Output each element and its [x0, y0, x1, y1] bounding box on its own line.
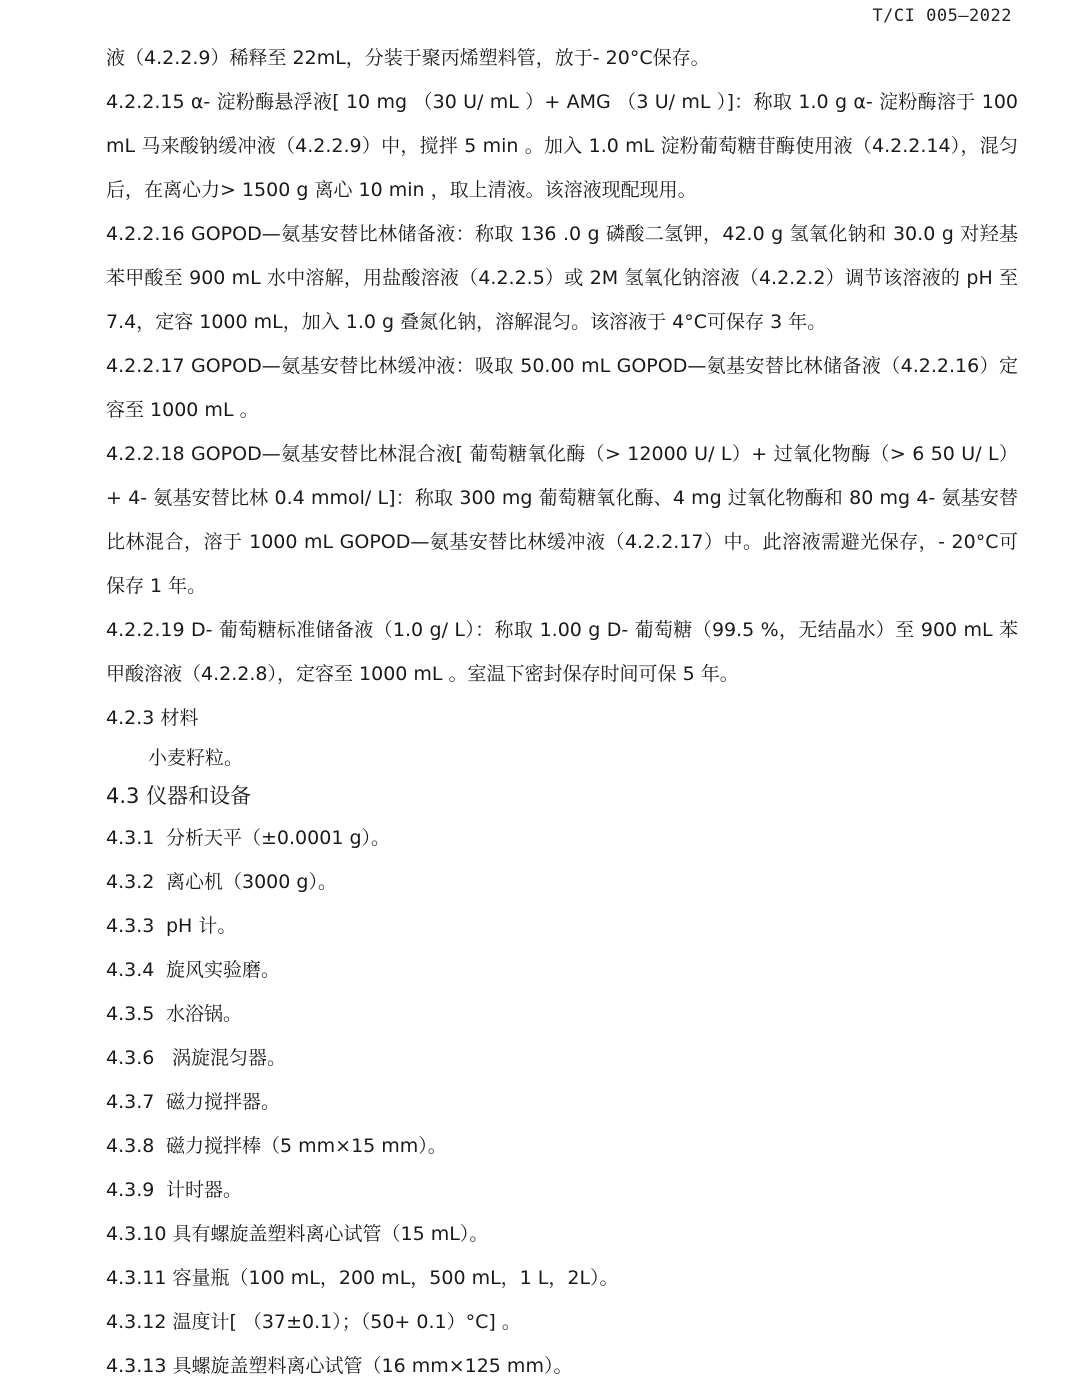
standard-code: T/CI 005—2022	[872, 6, 1012, 26]
list-item	[106, 948, 1018, 992]
item-number: 4.3.13	[106, 1355, 167, 1377]
item-text: 具有螺旋盖塑料离心试管（15 mL）。	[166, 1223, 489, 1245]
item-text: 磁力搅拌器。	[166, 1091, 281, 1113]
list-item	[106, 1212, 1018, 1256]
paragraph-4-2-2-19: 4.2.2.19 D- 葡萄糖标准储备液（1.0 g/ L）：称取 1.00 g D- 葡萄糖（99.5 %，无结晶水）至 900 mL 苯甲酸溶液（4.2.2.8），定容至 1000 mL 。室温下密封保存时间可保 5 年。	[106, 619, 1018, 685]
list-item	[106, 992, 1018, 1036]
item-number: 4.3.2	[106, 871, 155, 893]
list-item	[106, 1124, 1018, 1168]
item-number: 4.3.4	[106, 959, 155, 981]
item-text: 具螺旋盖塑料离心试管（16 mm×125 mm）。	[166, 1355, 573, 1377]
item-text: 旋风实验磨。	[166, 959, 281, 981]
item-text: 分析天平（±0.0001 g）。	[166, 827, 391, 849]
document-body	[106, 36, 1018, 1388]
section-4-3-heading: 4.3 仪器和设备	[106, 784, 252, 808]
item-number: 4.3.8	[106, 1135, 155, 1157]
item-number: 4.3.12	[106, 1311, 167, 1333]
list-item	[106, 860, 1018, 904]
item-number: 4.3.3	[106, 915, 155, 937]
item-text: 涡旋混匀器。	[166, 1047, 287, 1069]
item-number: 4.3.5	[106, 1003, 155, 1025]
materials-text: 小麦籽粒。	[148, 747, 244, 769]
paragraph-dilution: 液（4.2.2.9）稀释至 22mL，分装于聚丙烯塑料管，放于- 20°C保存。	[106, 47, 710, 69]
item-number: 4.3.10	[106, 1223, 167, 1245]
item-text: 温度计[ （37±0.1）；（50+ 0.1）°C] 。	[166, 1311, 521, 1333]
list-item	[106, 1080, 1018, 1124]
item-text: pH 计。	[166, 915, 237, 937]
paragraph-4-2-2-18: 4.2.2.18 GOPOD—氨基安替比林混合液[ 葡萄糖氧化酶（> 12000 U/ L）+ 过氧化物酶（> 6 50 U/ L）+ 4- 氨基安替比林 0.4 mmol/ L]：称取 300 mg 葡萄糖氧化酶、4 mg 过氧化物酶和 80 mg 4- 氨基安替比林混合，溶于 1000 mL GOPOD—氨基安替比林缓冲液（4.2.2.17）中。此溶液需避光保存，- 20°C可保存 1 年。	[106, 443, 1018, 597]
list-item	[106, 904, 1018, 948]
list-item	[106, 1300, 1018, 1344]
item-text: 计时器。	[166, 1179, 243, 1201]
item-text: 离心机（3000 g）。	[166, 871, 337, 893]
item-number: 4.3.7	[106, 1091, 155, 1113]
item-text: 容量瓶（100 mL，200 mL，500 mL，1 L，2L）。	[166, 1267, 619, 1289]
item-text: 磁力搅拌棒（5 mm×15 mm）。	[166, 1135, 447, 1157]
equipment-list	[106, 816, 1018, 1388]
list-item	[106, 1168, 1018, 1212]
list-item	[106, 1256, 1018, 1300]
paragraph-4-2-2-16: 4.2.2.16 GOPOD—氨基安替比林储备液：称取 136 .0 g 磷酸二氢钾，42.0 g 氢氧化钠和 30.0 g 对羟基苯甲酸至 900 mL 水中溶解，用盐酸溶液（4.2.2.5）或 2M 氢氧化钠溶液（4.2.2.2）调节该溶液的 pH 至 7.4，定容 1000 mL，加入 1.0 g 叠氮化钠，溶解混匀。该溶液于 4°C可保存 3 年。	[106, 223, 1018, 333]
paragraph-4-2-2-17: 4.2.2.17 GOPOD—氨基安替比林缓冲液：吸取 50.00 mL GOPOD—氨基安替比林储备液（4.2.2.16）定容至 1000 mL 。	[106, 355, 1018, 421]
item-number: 4.3.9	[106, 1179, 155, 1201]
list-item	[106, 1036, 1018, 1080]
subsection-4-2-3-title: 4.2.3 材料	[106, 707, 199, 729]
list-item	[106, 1344, 1018, 1388]
item-number: 4.3.1	[106, 827, 155, 849]
item-text: 水浴锅。	[166, 1003, 243, 1025]
paragraph-4-2-2-15: 4.2.2.15 α- 淀粉酶悬浮液[ 10 mg （30 U/ mL ）+ AMG （3 U/ mL ）]：称取 1.0 g α- 淀粉酶溶于 100 mL 马来酸钠缓冲液（4.2.2.9）中，搅拌 5 min 。加入 1.0 mL 淀粉葡萄糖苷酶使用液（4.2.2.14），混匀后，在离心力> 1500 g 离心 10 min ，取上清液。该溶液现配现用。	[106, 91, 1018, 201]
item-number: 4.3.6	[106, 1047, 155, 1069]
item-number: 4.3.11	[106, 1267, 167, 1289]
list-item	[106, 816, 1018, 860]
